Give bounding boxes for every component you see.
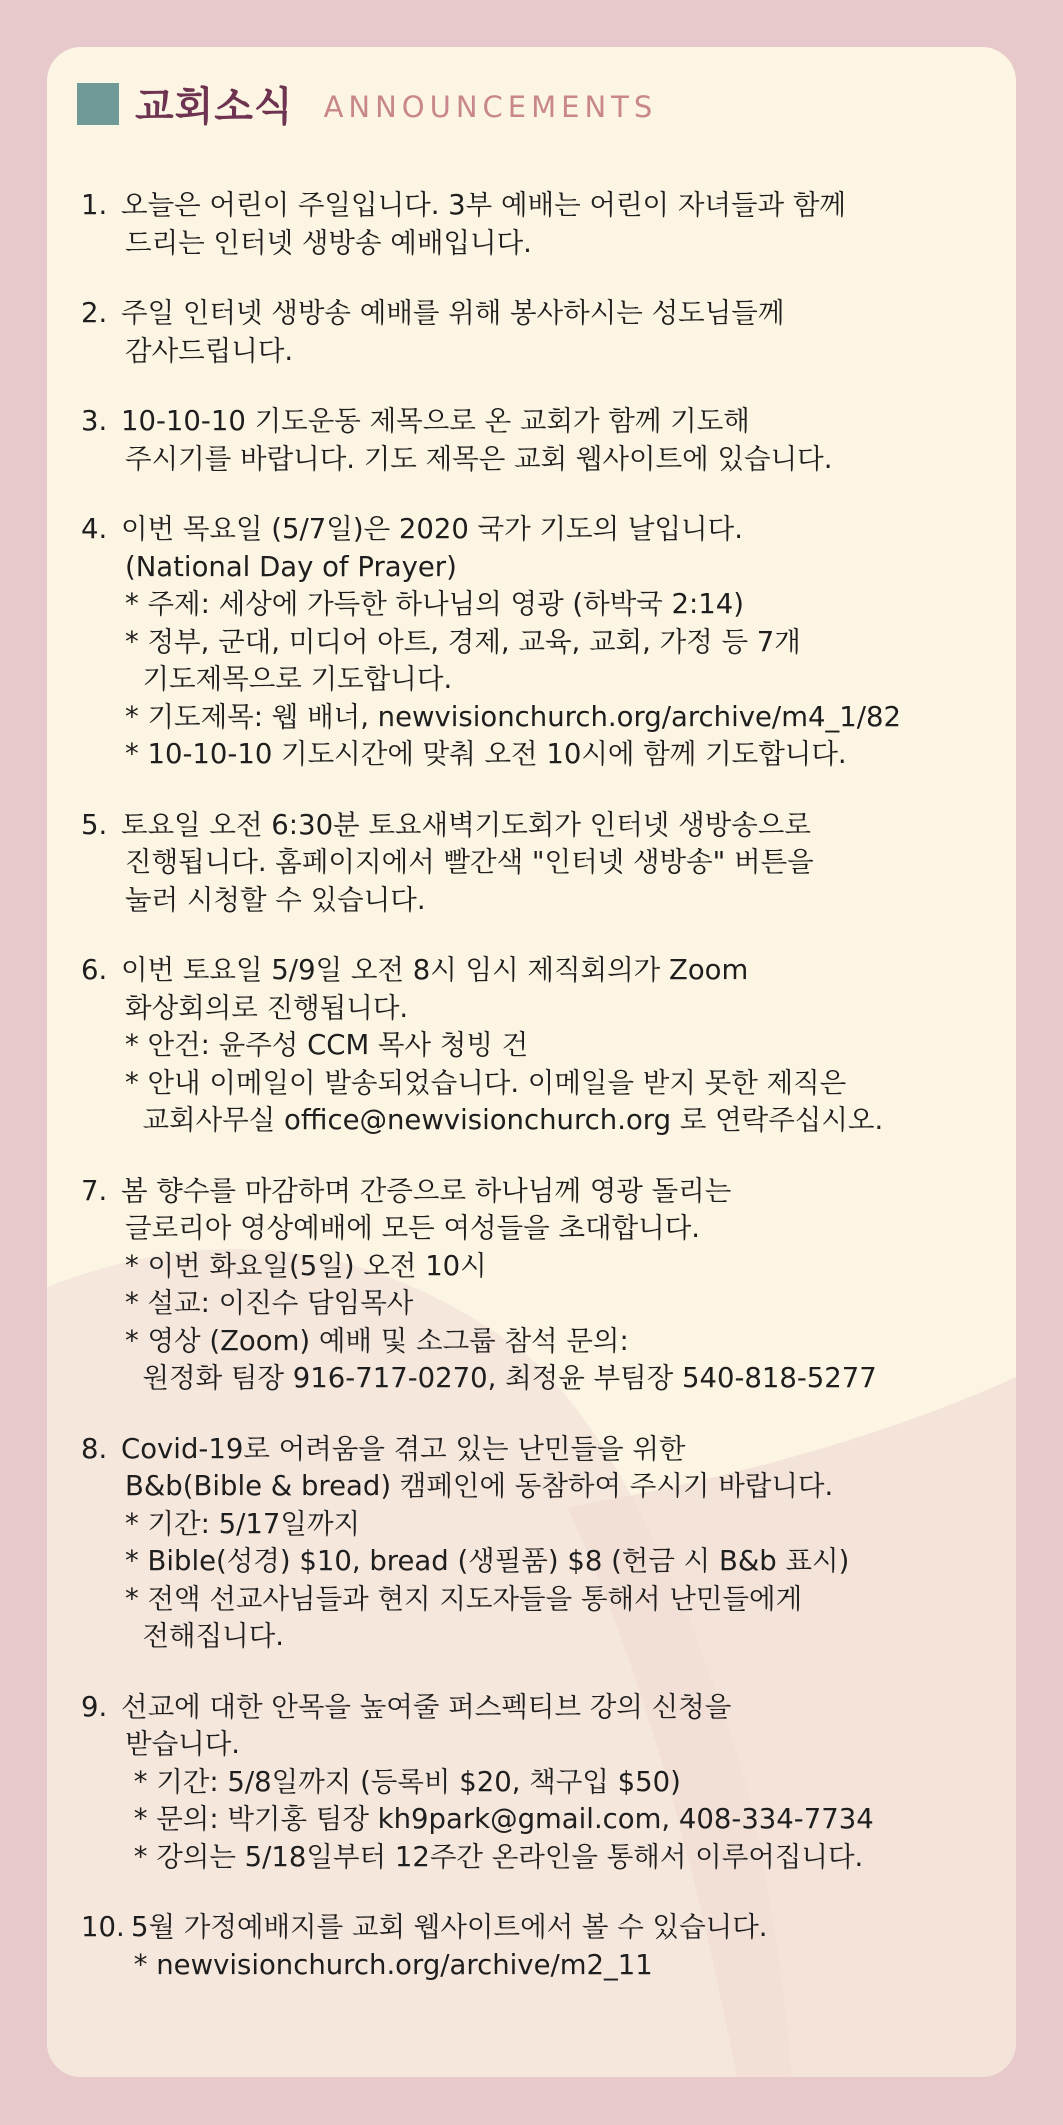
item-bullet: * 안내 이메일이 발송되었습니다. 이메일을 받지 못한 제직은 bbox=[125, 1066, 847, 1099]
item-line: (National Day of Prayer) bbox=[125, 550, 457, 583]
announcement-item-1 bbox=[81, 187, 1001, 262]
header-square-icon bbox=[77, 83, 119, 125]
item-number: 9. bbox=[81, 1690, 108, 1723]
item-line: 글로리아 영상예배에 모든 여성들을 초대합니다. bbox=[125, 1212, 701, 1244]
announcement-list bbox=[81, 187, 1001, 2017]
item-line: 받습니다. bbox=[125, 1728, 241, 1760]
announcement-item-5 bbox=[81, 807, 1001, 920]
header-title-korean: 교회소식 bbox=[135, 84, 294, 130]
announcement-item-10 bbox=[81, 1909, 1001, 1984]
item-number: 1. bbox=[81, 189, 108, 221]
item-line: 진행됩니다. 홈페이지에서 빨간색 "인터넷 생방송" 버튼을 bbox=[125, 846, 814, 878]
item-line bbox=[81, 187, 1001, 225]
item-text: 선교에 대한 안목을 높여줄 퍼스펙티브 강의 신청을 bbox=[121, 1690, 732, 1723]
item-number: 2. bbox=[81, 297, 108, 329]
item-bullet: 전해집니다. bbox=[125, 1620, 285, 1652]
item-bullet: 원정화 팀장 916-717-0270, 최정윤 부팀장 540-818-5277 bbox=[125, 1362, 877, 1394]
item-bullet: * 기간: 5/17일까지 bbox=[125, 1507, 361, 1540]
item-text: 오늘은 어린이 주일입니다. 3부 예배는 어린이 자녀들과 함께 bbox=[121, 189, 846, 221]
item-number: 6. bbox=[81, 954, 108, 986]
item-text: Covid-19로 어려움을 겪고 있는 난민들을 위한 bbox=[121, 1432, 686, 1465]
item-bullet: * 안건: 윤주성 CCM 목사 청빙 건 bbox=[125, 1029, 529, 1061]
item-text: 5월 가정예배지를 교회 웹사이트에서 볼 수 있습니다. bbox=[131, 1911, 768, 1943]
item-bullet: * 주제: 세상에 가득한 하나님의 영광 (하박국 2:14) bbox=[125, 588, 745, 620]
announcement-item-3 bbox=[81, 403, 1001, 478]
announcement-item-4 bbox=[81, 511, 1001, 774]
item-line: 눌러 시청할 수 있습니다. bbox=[125, 883, 426, 916]
item-line bbox=[81, 1431, 1001, 1469]
item-bullet: 기도제목으로 기도합니다. bbox=[125, 663, 453, 695]
item-number: 3. bbox=[81, 405, 108, 437]
announcement-item-2 bbox=[81, 295, 1001, 370]
item-line: B&b(Bible & bread) 캠페인에 동참하여 주시기 바랍니다. bbox=[125, 1470, 834, 1502]
announcement-card bbox=[47, 47, 1016, 2077]
item-number: 4. bbox=[81, 513, 108, 545]
item-bullet: * 기도제목: 웹 배너, newvisionchurch.org/archive/m4_1/82 bbox=[125, 700, 901, 733]
item-line bbox=[81, 511, 1001, 549]
header-title-english: ANNOUNCEMENTS bbox=[323, 89, 658, 124]
item-text: 10-10-10 기도운동 제목으로 온 교회가 함께 기도해 bbox=[121, 405, 750, 437]
item-text: 이번 목요일 (5/7일)은 2020 국가 기도의 날입니다. bbox=[121, 513, 743, 545]
announcement-item-6 bbox=[81, 952, 1001, 1140]
item-bullet: * 영상 (Zoom) 예배 및 소그룹 참석 문의: bbox=[125, 1324, 629, 1357]
item-bullet: * 이번 화요일(5일) 오전 10시 bbox=[125, 1249, 487, 1282]
item-line: 감사드립니다. bbox=[125, 334, 294, 367]
announcement-item-8 bbox=[81, 1431, 1001, 1656]
item-line bbox=[81, 403, 1001, 441]
item-bullet: * 기간: 5/8일까지 (등록비 $20, 책구입 $50) bbox=[125, 1765, 681, 1798]
item-text: 주일 인터넷 생방송 예배를 위해 봉사하시는 성도님들께 bbox=[121, 297, 785, 329]
item-bullet: * 전액 선교사님들과 현지 지도자들을 통해서 난민들에게 bbox=[125, 1582, 803, 1615]
header bbox=[77, 75, 657, 132]
item-line bbox=[81, 1173, 1001, 1211]
item-text: 봄 향수를 마감하며 간증으로 하나님께 영광 돌리는 bbox=[121, 1174, 732, 1207]
item-bullet: * 설교: 이진수 담임목사 bbox=[125, 1287, 414, 1319]
announcement-item-7 bbox=[81, 1173, 1001, 1398]
item-line bbox=[81, 295, 1001, 333]
item-line bbox=[81, 807, 1001, 845]
item-number: 7. bbox=[81, 1174, 108, 1207]
item-line bbox=[81, 1909, 1001, 1947]
item-bullet: * 10-10-10 기도시간에 맞춰 오전 10시에 함께 기도합니다. bbox=[125, 738, 847, 770]
item-line bbox=[81, 952, 1001, 990]
item-number: 8. bbox=[81, 1432, 108, 1465]
item-number: 5. bbox=[81, 808, 108, 841]
item-line: 화상회의로 진행됩니다. bbox=[125, 991, 409, 1024]
item-text: 토요일 오전 6:30분 토요새벽기도회가 인터넷 생방송으로 bbox=[121, 808, 811, 841]
item-bullet: * 문의: 박기홍 팀장 kh9park@gmail.com, 408-334-7734 bbox=[125, 1803, 874, 1835]
item-bullet: * newvisionchurch.org/archive/m2_11 bbox=[125, 1948, 653, 1981]
item-line bbox=[81, 1689, 1001, 1727]
item-line: 주시기를 바랍니다. 기도 제목은 교회 웹사이트에 있습니다. bbox=[125, 442, 833, 475]
item-bullet: 교회사무실 office@newvisionchurch.org 로 연락주십시오. bbox=[125, 1104, 884, 1136]
item-bullet: * 정부, 군대, 미디어 아트, 경제, 교육, 교회, 가정 등 7개 bbox=[125, 625, 801, 658]
item-text: 이번 토요일 5/9일 오전 8시 임시 제직회의가 Zoom bbox=[121, 954, 749, 986]
item-bullet: * Bible(성경) $10, bread (생필품) $8 (헌금 시 B&b 표시) bbox=[125, 1545, 850, 1577]
announcement-item-9 bbox=[81, 1689, 1001, 1877]
item-line: 드리는 인터넷 생방송 예배입니다. bbox=[125, 226, 532, 259]
item-number: 10. bbox=[81, 1911, 125, 1943]
item-bullet: * 강의는 5/18일부터 12주간 온라인을 통해서 이루어집니다. bbox=[125, 1840, 864, 1873]
